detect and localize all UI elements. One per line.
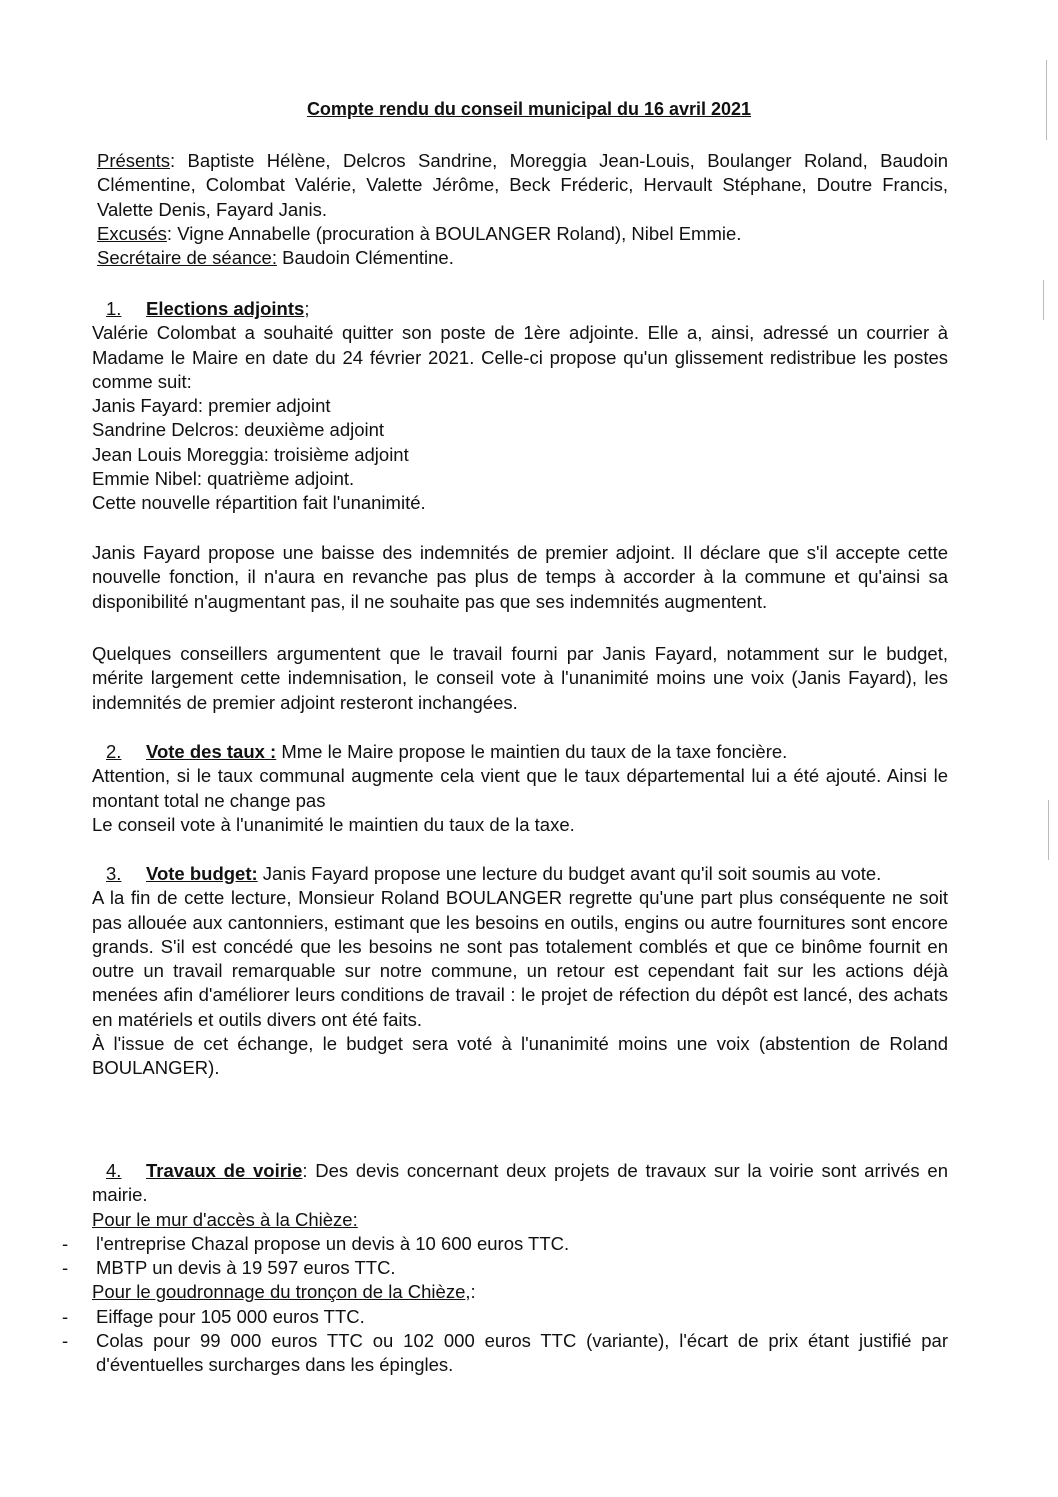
section-3-title: Vote budget: bbox=[146, 863, 258, 884]
list-item-text: MBTP un devis à 19 597 euros TTC. bbox=[96, 1257, 396, 1279]
excuses-text: : Vigne Annabelle (procuration à BOULANGER Roland), Nibel Emmie. bbox=[166, 222, 742, 244]
section-1-heading bbox=[92, 297, 948, 321]
section-vote-budget bbox=[92, 862, 948, 1081]
dash-bullet: - bbox=[62, 1257, 69, 1279]
excuses-label: Excusés bbox=[97, 222, 167, 244]
page-title: Compte rendu du conseil municipal du 16 avril 2021 bbox=[306, 99, 752, 119]
section-4-heading bbox=[92, 1159, 948, 1208]
section-2-heading bbox=[92, 740, 948, 764]
secretaire-line bbox=[97, 246, 948, 270]
section-4-number: 4. bbox=[106, 1160, 122, 1181]
list-item-text: l'entreprise Chazal propose un devis à 10 600 euros TTC. bbox=[96, 1232, 570, 1254]
section-1-paragraph-2: Janis Fayard propose une baisse des indemnités de premier adjoint. Il déclare que s'il accepte cette nouvelle fonction, il n'aura en revanche pas plus de temps à accorder à la commune et qu'ainsi sa disponibilité n'augmentant pas, il ne souhaite pas que ses indemnités augmentent. bbox=[92, 542, 948, 612]
section-3-heading-text: Janis Fayard propose une lecture du budget avant qu'il soit soumis au vote. bbox=[257, 863, 882, 884]
adjoint-line: Jean Louis Moreggia: troisième adjoint bbox=[92, 443, 409, 465]
section-2-heading-text: Mme le Maire propose le maintien du taux de la taxe foncière. bbox=[276, 741, 788, 762]
list-item-text: Eiffage pour 105 000 euros TTC. bbox=[96, 1305, 365, 1327]
secretaire-label: Secrétaire de séance: bbox=[97, 247, 277, 269]
list-item-text: Colas pour 99 000 euros TTC ou 102 000 euros TTC (variante), l'écart de prix étant justifié par d'éventuelles surcharges dans les épingles. bbox=[96, 1330, 948, 1376]
section-1-title: Elections adjoints bbox=[146, 298, 305, 319]
dash-bullet: - bbox=[62, 1330, 69, 1352]
section-2-paragraph-2: Le conseil vote à l'unanimité le maintien du taux de la taxe. bbox=[92, 813, 575, 835]
section-travaux-voirie bbox=[62, 1159, 949, 1378]
attendance-block bbox=[97, 149, 948, 270]
list-item bbox=[62, 1329, 948, 1378]
secretaire-text: Baudoin Clémentine. bbox=[276, 247, 454, 269]
scan-artifact bbox=[1043, 280, 1044, 320]
section-3-number: 3. bbox=[106, 863, 122, 884]
scan-artifact bbox=[1048, 800, 1049, 860]
section-elections bbox=[92, 297, 948, 516]
adjoint-line: Emmie Nibel: quatrième adjoint. bbox=[92, 468, 355, 490]
section-1-intro: Valérie Colombat a souhaité quitter son poste de 1ère adjointe. Elle a, ainsi, adressé un courrier à Madame le Maire en date du 24 février 2021. Celle-ci propose qu'un glissement redistribue les postes comme suit: bbox=[92, 322, 948, 392]
section-3-paragraph: A la fin de cette lecture, Monsieur Roland BOULANGER regrette qu'une part plus conséquente ne soit pas allouée aux cantonniers, estimant que les besoins en outils, engins ou autre fournitures sont encore grands. S'il est concédé que les besoins ne sont pas totalement comblés et que ce binôme fournit en outre un travail remarquable sur notre commune, un retour est cependant fait sur les actions déjà menées afin d'améliorer leurs conditions de travail : le projet de réfection du dépôt est lancé, des achats en matériels et outils divers ont été faits. bbox=[92, 887, 948, 1030]
list-item bbox=[62, 1256, 948, 1280]
section-2-paragraph: Attention, si le taux communal augmente cela vient que le taux départemental lui a été ajouté. Ainsi le montant total ne change pas bbox=[92, 765, 948, 811]
dash-bullet: - bbox=[62, 1232, 69, 1254]
section-1-paragraph-3: Quelques conseillers argumentent que le travail fourni par Janis Fayard, notamment sur le budget, mérite largement cette indemnisation, le conseil vote à l'unanimité moins une voix (Janis Fayard), les indemnités de premier adjoint resteront inchangées. bbox=[92, 643, 948, 713]
subheading-goudronnage bbox=[92, 1280, 948, 1304]
section-vote-taux bbox=[92, 740, 948, 837]
section-4-heading-text: : Des devis concernant deux projets de travaux sur la voirie sont arrivés en mairie. bbox=[92, 1160, 949, 1206]
excuses-line bbox=[97, 222, 948, 246]
section-2-number: 2. bbox=[106, 741, 122, 762]
section-4-title: Travaux de voirie bbox=[146, 1160, 303, 1181]
adjoint-line: Cette nouvelle répartition fait l'unanimité. bbox=[92, 492, 426, 514]
presents-paragraph bbox=[97, 149, 948, 222]
list-item bbox=[62, 1305, 948, 1329]
adjoint-line: Janis Fayard: premier adjoint bbox=[92, 395, 331, 417]
scan-artifact bbox=[1046, 60, 1047, 140]
subheading-mur-acces: Pour le mur d'accès à la Chièze: bbox=[92, 1208, 358, 1230]
list-item bbox=[62, 1232, 948, 1256]
section-3-paragraph-2: À l'issue de cet échange, le budget sera voté à l'unanimité moins une voix (abstention de Roland BOULANGER). bbox=[92, 1033, 948, 1079]
dash-bullet: - bbox=[62, 1305, 69, 1327]
presents-text: : Baptiste Hélène, Delcros Sandrine, Moreggia Jean-Louis, Boulanger Roland, Baudoin Clémentine, Colombat Valérie, Valette Jérôme, Beck Fréderic, Hervault Stéphane, Doutre Francis, Valette Denis, Fayard Janis. bbox=[97, 150, 948, 220]
section-1-title-suffix: ; bbox=[304, 298, 310, 319]
subheading-goudronnage-text: Pour le goudronnage du tronçon de la Chièze bbox=[92, 1281, 466, 1303]
section-2-title: Vote des taux : bbox=[146, 741, 277, 762]
section-1-number: 1. bbox=[106, 298, 122, 319]
subheading-goudronnage-suffix: ,: bbox=[465, 1281, 476, 1303]
adjoint-line: Sandrine Delcros: deuxième adjoint bbox=[92, 419, 385, 441]
section-3-heading bbox=[92, 862, 948, 886]
presents-label: Présents bbox=[97, 150, 171, 171]
